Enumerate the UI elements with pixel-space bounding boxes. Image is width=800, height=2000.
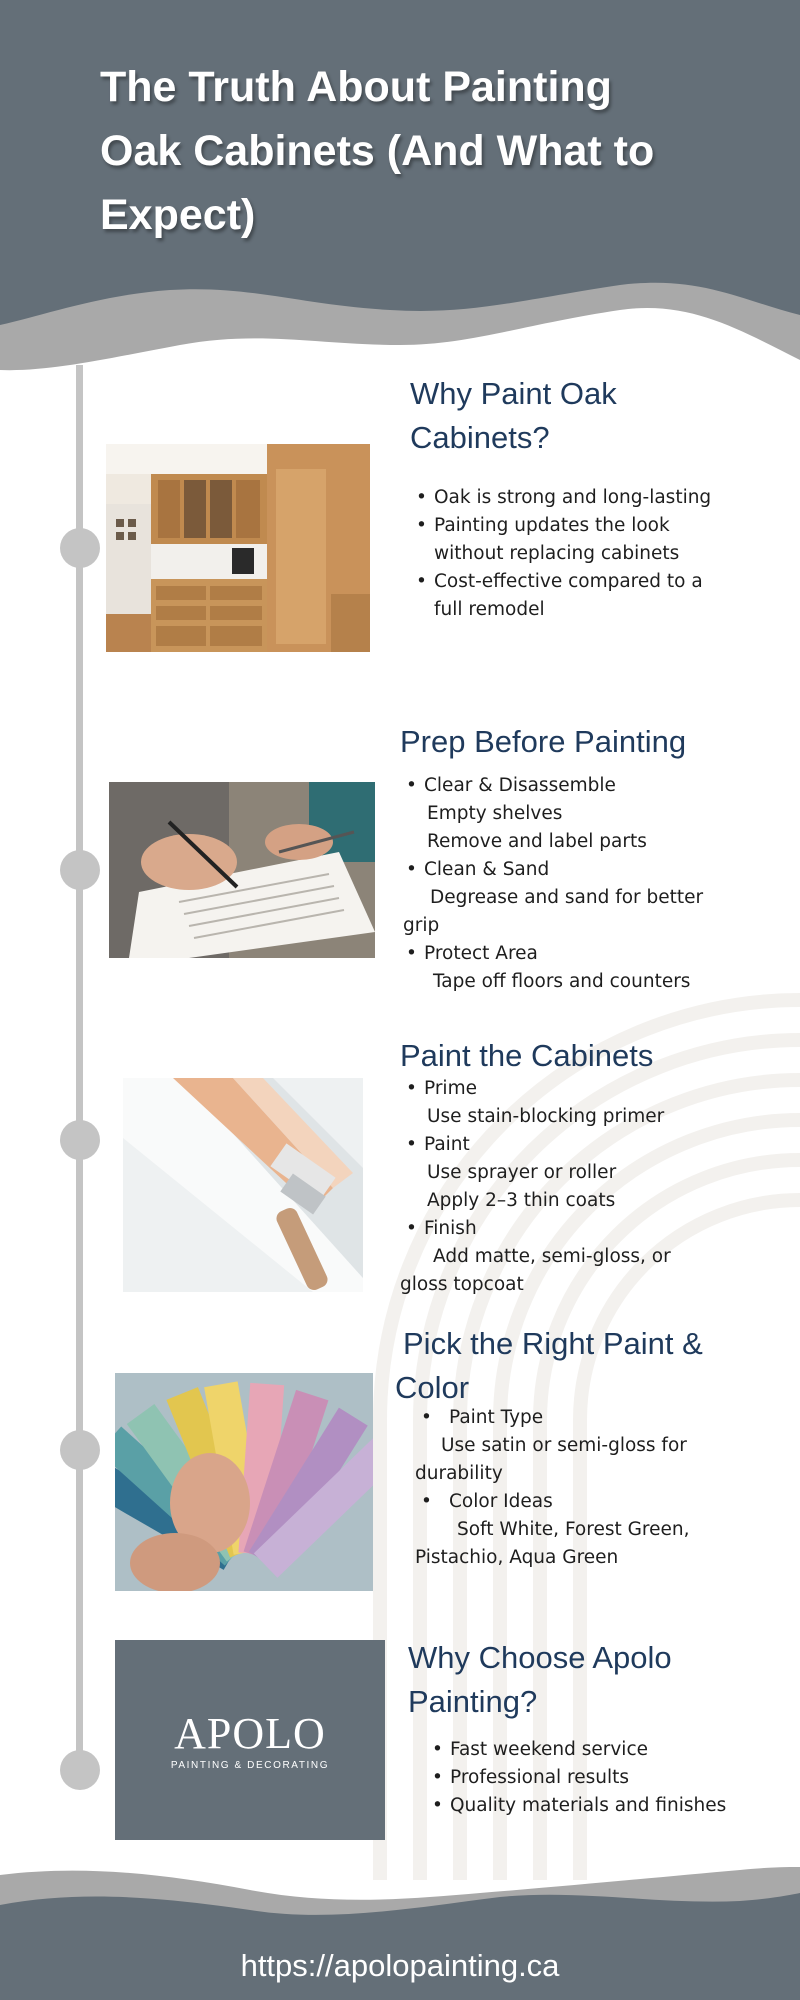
list-prep bbox=[400, 772, 740, 996]
list-item: • Cost-effective compared to a full remodel bbox=[410, 568, 730, 624]
list-item-detail: Use stain-blocking primer bbox=[427, 1106, 665, 1127]
list-item-label: Paint bbox=[424, 1134, 470, 1155]
list-item-label: Clear & Disassemble bbox=[424, 775, 616, 796]
list-item bbox=[400, 856, 740, 940]
list-item: • Quality materials and finishes bbox=[426, 1792, 756, 1820]
paintbrush-cabinet-photo bbox=[123, 1078, 363, 1292]
timeline-dot bbox=[60, 1430, 100, 1470]
section-title-pick-color bbox=[395, 1322, 735, 1410]
color-swatch-fan-photo bbox=[115, 1373, 373, 1591]
list-item bbox=[400, 940, 740, 996]
list-item-label: Paint Type bbox=[449, 1407, 544, 1428]
list-item bbox=[400, 1075, 740, 1131]
list-item bbox=[400, 772, 740, 856]
website-url[interactable]: https://apolopainting.ca bbox=[240, 1948, 560, 1983]
signing-contract-photo bbox=[109, 782, 375, 958]
header-banner bbox=[0, 0, 800, 375]
logo-tagline: PAINTING & DECORATING bbox=[170, 1760, 330, 1771]
logo-wordmark: APOLO bbox=[174, 1709, 326, 1758]
list-item-detail: Degrease and sand for better grip bbox=[403, 887, 704, 936]
section-title-why-apolo: Why Choose Apolo Painting? bbox=[408, 1640, 672, 1719]
timeline-dot bbox=[60, 850, 100, 890]
list-item-detail: Use sprayer or roller bbox=[427, 1162, 617, 1183]
list-item-detail: Empty shelves bbox=[427, 803, 563, 824]
list-item-label: Finish bbox=[424, 1218, 477, 1239]
list-why-paint bbox=[410, 484, 730, 624]
oak-kitchen-photo bbox=[106, 444, 370, 652]
section-title-paint: Paint the Cabinets bbox=[400, 1038, 654, 1073]
list-item-detail: Tape off floors and counters bbox=[433, 971, 691, 992]
page-title: The Truth About Painting Oak Cabinets (And What to Expect) bbox=[100, 63, 655, 239]
list-item-label: Color Ideas bbox=[449, 1491, 553, 1512]
list-item bbox=[400, 1215, 740, 1299]
list-item-label: Prime bbox=[424, 1078, 477, 1099]
list-item-label: Clean & Sand bbox=[424, 859, 550, 880]
list-item bbox=[415, 1404, 715, 1488]
list-item-label: Protect Area bbox=[424, 943, 538, 964]
list-item bbox=[400, 1131, 740, 1215]
list-item: • Painting updates the look without replacing cabinets bbox=[410, 512, 730, 568]
list-item: • Fast weekend service bbox=[426, 1736, 756, 1764]
apolo-logo bbox=[115, 1640, 385, 1840]
section-title-why-paint: Why Paint Oak Cabinets? bbox=[410, 376, 617, 455]
list-item-detail: Add matte, semi-gloss, or gloss topcoat bbox=[400, 1246, 671, 1295]
list-item bbox=[415, 1488, 715, 1572]
list-item-detail: Use satin or semi-gloss for durability bbox=[415, 1435, 687, 1484]
timeline-line bbox=[76, 365, 83, 1770]
list-item: • Oak is strong and long-lasting bbox=[410, 484, 730, 512]
list-item-detail: Apply 2–3 thin coats bbox=[427, 1190, 616, 1211]
timeline-dot bbox=[60, 1750, 100, 1790]
list-item-detail: Soft White, Forest Green, Pistachio, Aqua Green bbox=[415, 1519, 690, 1568]
section-title-prep: Prep Before Painting bbox=[400, 724, 687, 759]
list-item: • Professional results bbox=[426, 1764, 756, 1792]
section-title-text: Pick the Right Paint & Color bbox=[395, 1326, 703, 1405]
list-why-apolo bbox=[426, 1736, 756, 1820]
timeline-dot bbox=[60, 1120, 100, 1160]
timeline-dot bbox=[60, 528, 100, 568]
list-paint bbox=[400, 1075, 740, 1299]
list-pick-color bbox=[415, 1404, 715, 1572]
list-item-detail: Remove and label parts bbox=[427, 831, 647, 852]
